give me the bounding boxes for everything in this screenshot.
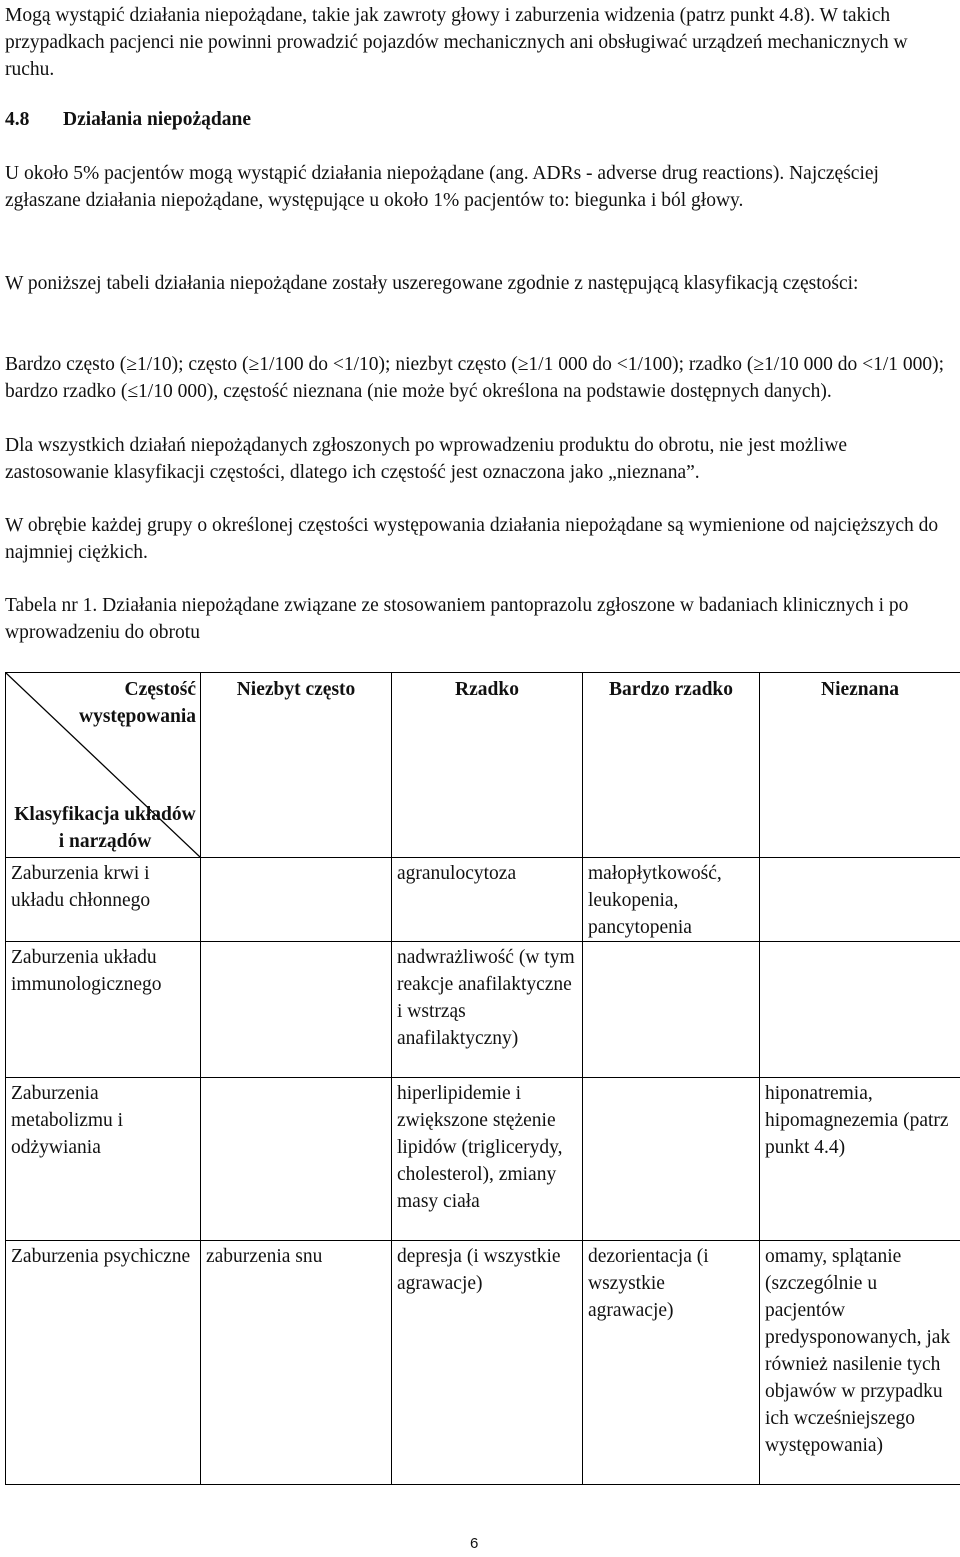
cell-niezbyt (201, 942, 392, 1078)
cell-bardzo-rzadko (583, 1078, 760, 1241)
table-row (6, 1078, 960, 1241)
cell-nieznana: hiponatremia, hipomagnezemia (patrz punkt 4.4) (760, 1078, 960, 1241)
section-number: 4.8 (5, 106, 63, 133)
cell-bardzo-rzadko: dezorientacja (i wszystkie agrawacje) (583, 1241, 760, 1485)
adrs-paragraph: U około 5% pacjentów mogą wystąpić działania niepożądane (ang. ADRs - adverse drug reactions). Najczęściej zgłaszane działania niepożądane, występujące u około 1% pacjentów to: biegunka i ból głowy. (5, 160, 955, 214)
post-marketing-paragraph: Dla wszystkich działań niepożądanych zgłoszonych po wprowadzeniu produktu do obrotu, nie jest możliwe zastosowanie klasyfikacji częstości, dlatego ich częstość jest oznaczona jako „nieznana”. (5, 432, 955, 486)
soc-cell: Zaburzenia metabolizmu i odżywiania (6, 1078, 201, 1241)
column-header-rzadko: Rzadko (392, 673, 583, 858)
cell-niezbyt (201, 1078, 392, 1241)
table-row (6, 858, 960, 942)
adverse-reactions-table (5, 672, 960, 1485)
cell-rzadko: agranulocytoza (392, 858, 583, 942)
cell-bardzo-rzadko (583, 942, 760, 1078)
soc-cell: Zaburzenia psychiczne (6, 1241, 201, 1485)
page-number: 6 (470, 1530, 478, 1557)
section-heading (5, 106, 251, 133)
soc-cell: Zaburzenia krwi i układu chłonnego (6, 858, 201, 942)
cell-rzadko: hiperlipidemie i zwiększone stężenie lipidów (triglicerydy, cholesterol), zmiany masy ciała (392, 1078, 583, 1241)
cell-nieznana (760, 858, 960, 942)
classification-intro-paragraph: W poniższej tabeli działania niepożądane zostały uszeregowane zgodnie z następującą klasyfikacją częstości: (5, 270, 955, 297)
cell-nieznana: omamy, splątanie (szczególnie u pacjentów predysponowanych, jak również nasilenie tych objawów w przypadku ich wcześniejszego występowania) (760, 1241, 960, 1485)
cell-nieznana (760, 942, 960, 1078)
column-header-niezbyt: Niezbyt często (201, 673, 392, 858)
cell-niezbyt (201, 858, 392, 942)
cell-niezbyt: zaburzenia snu (201, 1241, 392, 1485)
corner-frequency-label: Częstość występowania (6, 676, 196, 730)
cell-rzadko: depresja (i wszystkie agrawacje) (392, 1241, 583, 1485)
table-row (6, 1241, 960, 1485)
column-header-bardzo-rzadko: Bardzo rzadko (583, 673, 760, 858)
corner-soc-label: Klasyfikacja układów i narządów (10, 801, 200, 855)
intro-paragraph: Mogą wystąpić działania niepożądane, takie jak zawroty głowy i zaburzenia widzenia (patrz punkt 4.8). W takich przypadkach pacjenci nie powinni prowadzić pojazdów mechanicznych ani obsługiwać urządzeń mechanicznych w ruchu. (5, 2, 955, 83)
cell-bardzo-rzadko: małopłytkowość, leukopenia, pancytopenia (583, 858, 760, 942)
table-row (6, 942, 960, 1078)
table-caption: Tabela nr 1. Działania niepożądane związane ze stosowaniem pantoprazolu zgłoszone w badaniach klinicznych i po wprowadzeniu do obrotu (5, 592, 955, 646)
column-header-nieznana: Nieznana (760, 673, 960, 858)
ordering-paragraph: W obrębie każdej grupy o określonej częstości występowania działania niepożądane są wymienione od najcięższych do najmniej ciężkich. (5, 512, 955, 566)
soc-cell: Zaburzenia układu immunologicznego (6, 942, 201, 1078)
frequencies-paragraph: Bardzo często (≥1/10); często (≥1/100 do <1/10); niezbyt często (≥1/1 000 do <1/100); rzadko (≥1/10 000 do <1/1 000); bardzo rzadko (≤1/10 000), częstość nieznana (nie może być określona na podstawie dostępnych danych). (5, 351, 955, 405)
section-title: Działania niepożądane (63, 109, 251, 130)
cell-rzadko: nadwrażliwość (w tym reakcje anafilaktyczne i wstrząs anafilaktyczny) (392, 942, 583, 1078)
table-corner-cell (6, 673, 201, 858)
